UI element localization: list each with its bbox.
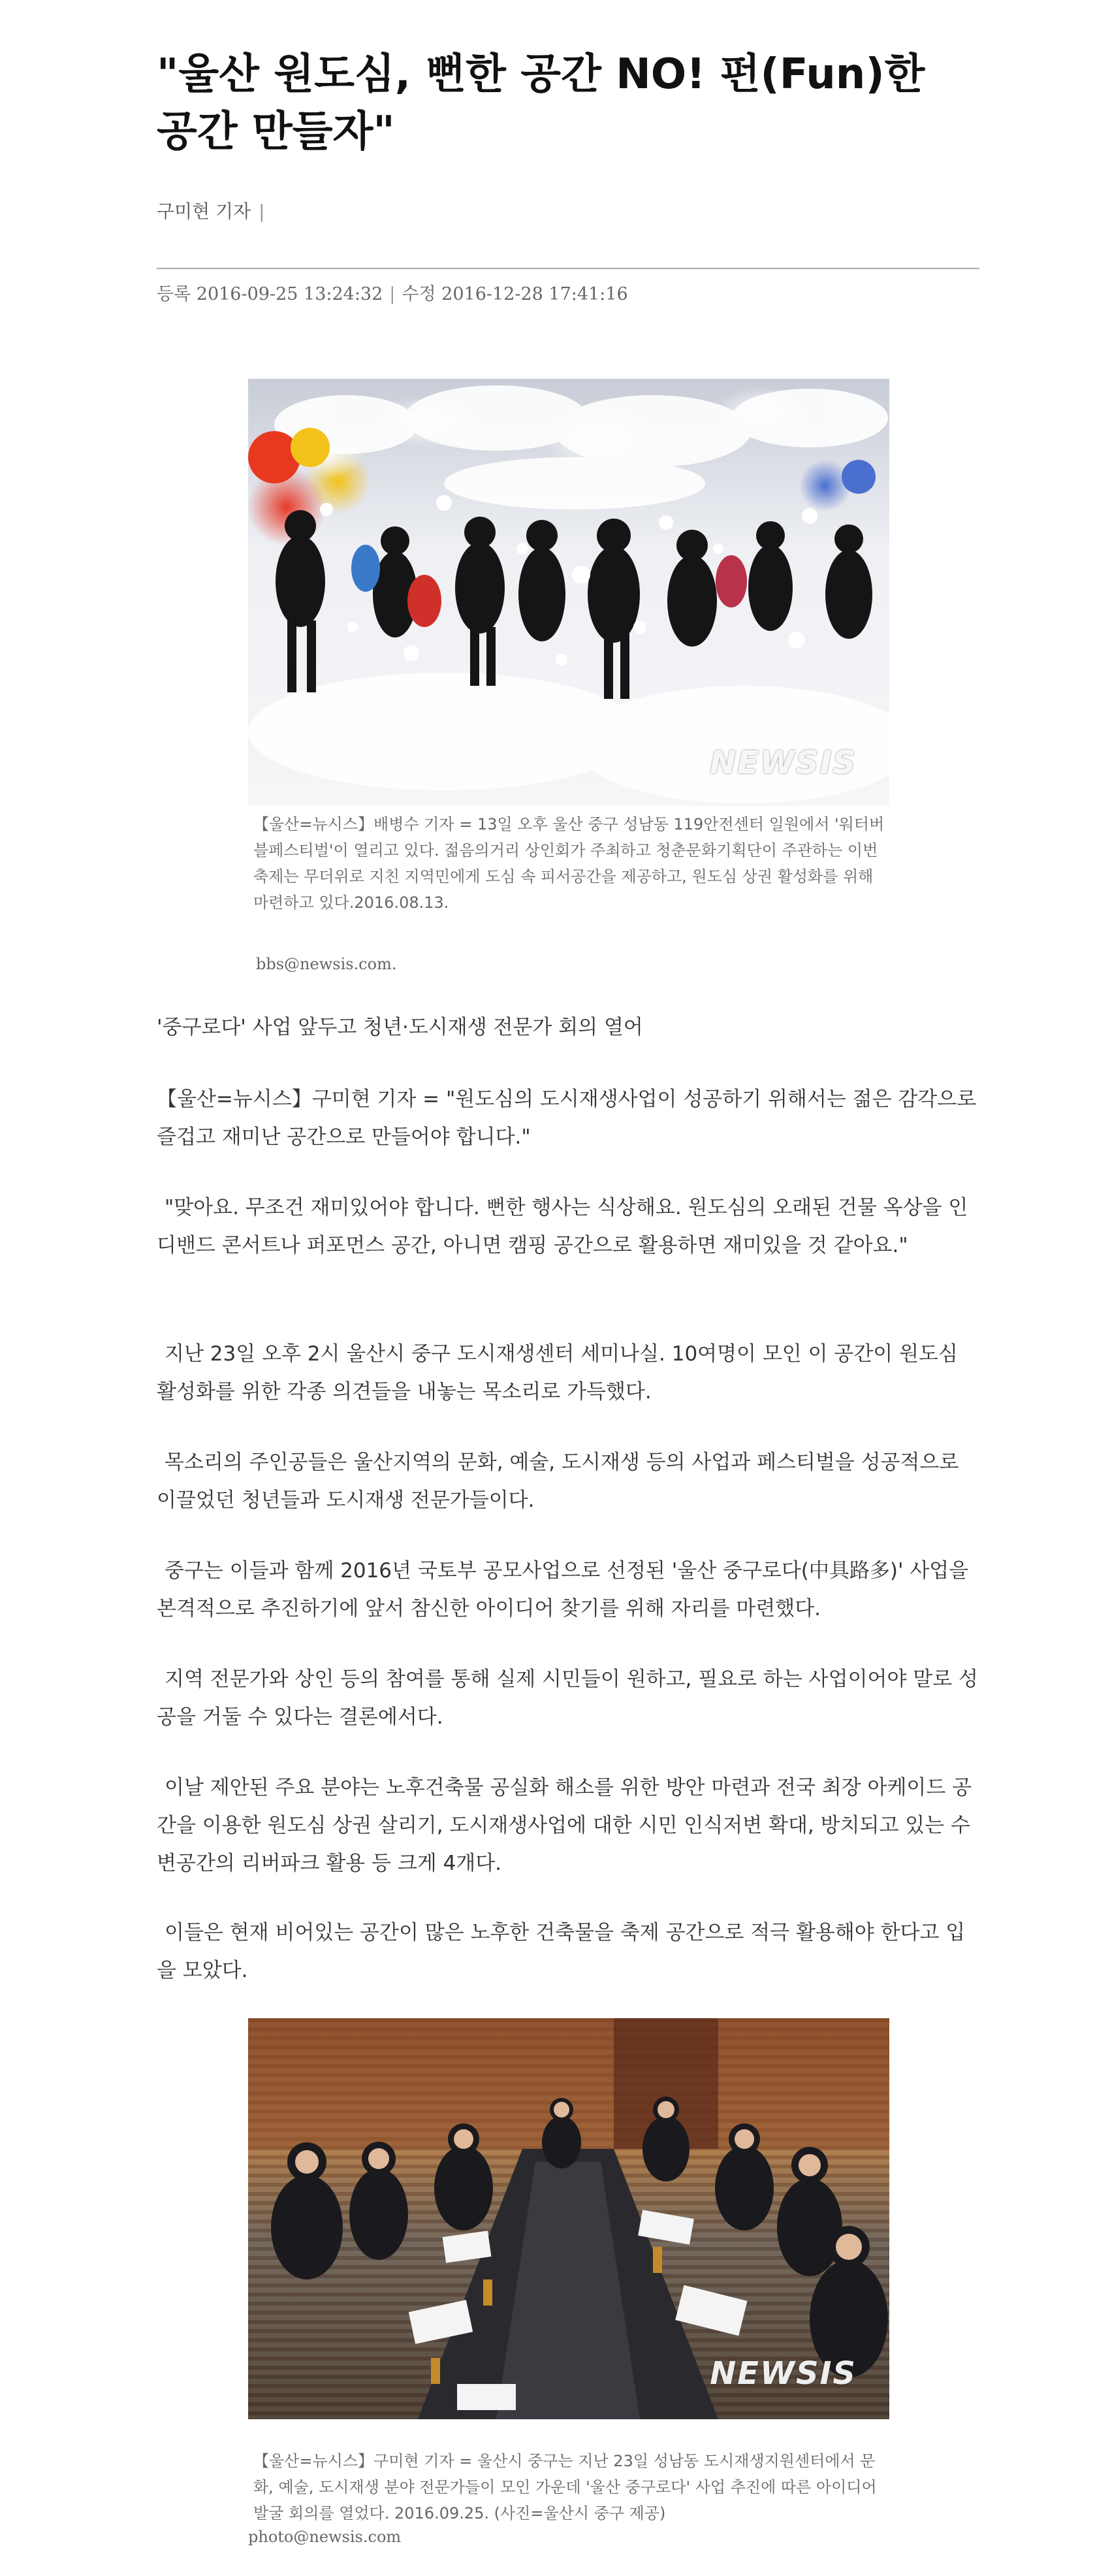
festival-photo-caption: 【울산=뉴시스】배병수 기자 = 13일 오후 울산 중구 성남동 119안전센터 일원에서 '워터버블페스티벌'이 열리고 있다. 젊음의거리 상인회가 주최하고 청춘문화기획단이 주관하는 이번 축제는 무더위로 지친 지역민에게 도심 속 피서공간을 제공하고, 원도심 상권 활성화를 위해 마련하고 있다.2016.08.13. (253, 815, 885, 912)
modified-label: 수정 (402, 284, 436, 304)
meeting-photo-credit[interactable]: photo@newsis.com (248, 2528, 402, 2546)
registered-label: 등록 (157, 284, 191, 304)
meeting-photo[interactable] (248, 2018, 889, 2419)
registered-date: 2016-09-25 13:24:32 (196, 284, 383, 304)
header-divider (157, 268, 979, 269)
date-separator: | (389, 284, 396, 304)
festival-photo[interactable] (248, 379, 889, 806)
modified-date: 2016-12-28 17:41:16 (441, 284, 628, 304)
reporter-name[interactable]: 구미현 기자 (157, 201, 251, 222)
article-paragraph: 이들은 현재 비어있는 공간이 많은 노후한 건축물을 축제 공간으로 적극 활용해야 한다고 입을 모았다. (157, 1921, 966, 1982)
article-headline: "울산 원도심, 뻔한 공간 NO! 펀(Fun)한 공간 만들자" (157, 50, 925, 156)
article-paragraph: 중구는 이들과 함께 2016년 국토부 공모사업으로 선정된 '울산 중구로다(中具路多)' 사업을 본격적으로 추진하기에 앞서 참신한 아이디어 찾기를 위해 자리를 마련했다. (157, 1559, 969, 1620)
article-paragraph: 지난 23일 오후 2시 울산시 중구 도시재생센터 세미나실. 10여명이 모인 이 공간이 원도심 활성화를 위한 각종 의견들을 내놓는 목소리로 가득했다. (157, 1342, 958, 1404)
newsis-watermark: NEWSIS (710, 2355, 857, 2392)
article-paragraph: 지역 전문가와 상인 등의 참여를 통해 실제 시민들이 원하고, 필요로 하는 사업이어야 말로 성공을 거둘 수 있다는 결론에서다. (157, 1667, 978, 1729)
newsis-watermark: NEWSIS (710, 745, 857, 781)
article-dates (157, 280, 628, 305)
reporter-byline (157, 197, 265, 223)
festival-photo-credit[interactable]: bbs@newsis.com. (256, 955, 397, 973)
article-paragraph: "맞아요. 무조건 재미있어야 합니다. 뻔한 행사는 식상해요. 원도심의 오래된 건물 옥상을 인디밴드 콘서트나 퍼포먼스 공간, 아니면 캠핑 공간으로 활용하면 재미있을 것 같아요." (157, 1196, 968, 1257)
meeting-photo-caption: 【울산=뉴시스】구미현 기자 = 울산시 중구는 지난 23일 성남동 도시재생지원센터에서 문화, 예술, 도시재생 분야 전문가들이 모인 가운데 '울산 중구로다' 사업 추진에 따른 아이디어 발굴 회의를 열었다. 2016.09.25. (사진=울산시 중구 제공) (253, 2452, 877, 2522)
festival-photo-illustration (248, 379, 889, 806)
article-paragraph: 이날 제안된 주요 분야는 노후건축물 공실화 해소를 위한 방안 마련과 전국 최장 아케이드 공간을 이용한 원도심 상권 살리기, 도시재생사업에 대한 시민 인식저변 확대, 방치되고 있는 수변공간의 리버파크 활용 등 크게 4개다. (157, 1776, 972, 1875)
article-subheading: '중구로다' 사업 앞두고 청년·도시재생 전문가 회의 열어 (157, 1016, 643, 1039)
article-paragraph: 목소리의 주인공들은 울산지역의 문화, 예술, 도시재생 등의 사업과 페스티벌을 성공적으로 이끌었던 청년들과 도시재생 전문가들이다. (157, 1451, 959, 1512)
byline-separator: | (259, 201, 265, 222)
article-paragraph: 【울산=뉴시스】구미현 기자 = "원도심의 도시재생사업이 성공하기 위해서는 젊은 감각으로 즐겁고 재미난 공간으로 만들어야 합니다." (157, 1087, 977, 1149)
